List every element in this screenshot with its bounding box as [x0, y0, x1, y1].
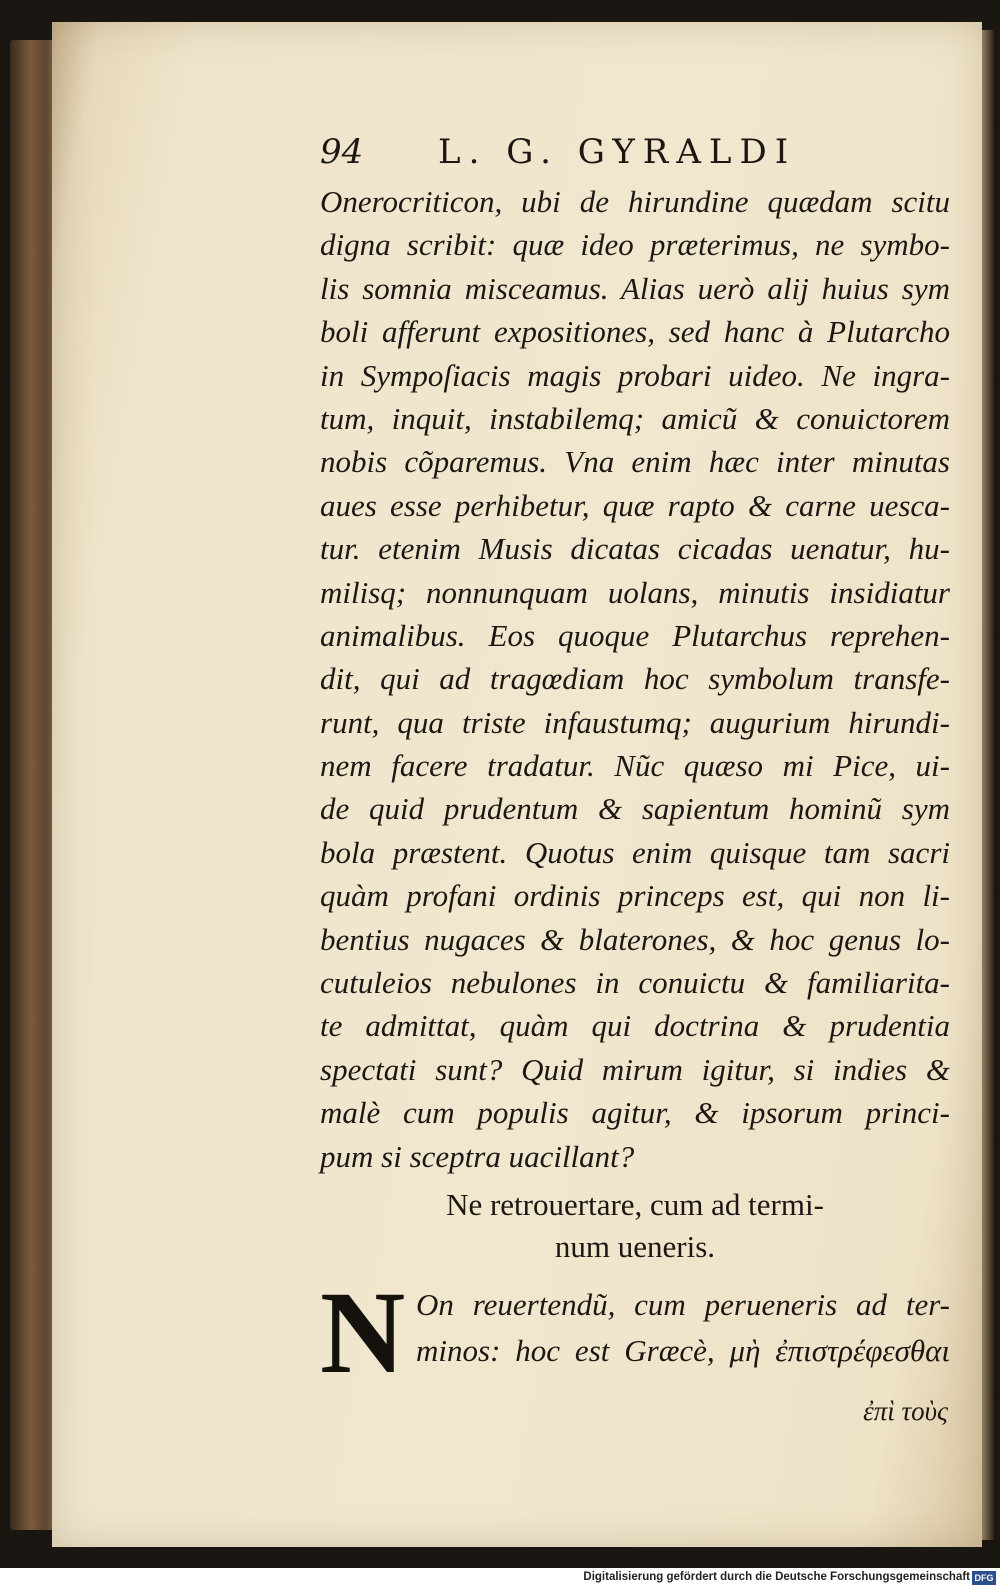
running-head — [320, 132, 950, 178]
text-line: milisq; nonnunquam uolans, minutis insidiatur — [320, 574, 950, 610]
text-line: tur. etenim Musis dicatas cicadas uenatur, hu- — [320, 531, 950, 567]
text-block — [320, 132, 950, 1427]
text-line: quàm profani ordinis princeps est, qui non li- — [320, 878, 950, 914]
text-line: cutuleios nebulones in conuictu & familiarita- — [320, 965, 950, 1001]
page-number: 94 — [320, 132, 364, 172]
body-text — [320, 180, 950, 1178]
running-head-title: L. G. GYRALDI — [438, 132, 797, 172]
text-line: spectati sunt? Quid mirum igitur, si indies & — [320, 1051, 950, 1087]
funding-note[interactable]: Digitalisierung gefördert durch die Deutsche Forschungsgemeinschaft — [583, 1571, 970, 1583]
text-line: malè cum populis agitur, & ipsorum princi- — [320, 1095, 950, 1131]
footer-bar — [0, 1568, 1000, 1589]
text-line: runt, qua triste infaustumq; augurium hirundi- — [320, 704, 950, 740]
text-line: Onerocriticon, ubi de hirundine quædam scitu — [320, 184, 950, 219]
text-line: animalibus. Eos quoque Plutarchus reprehen- — [320, 617, 950, 653]
text-line: boli afferunt expositiones, sed hanc à Plutarcho — [320, 314, 950, 350]
section-heading-line: Ne retrouertare, cum ad termi- — [446, 1186, 824, 1222]
catchword: ἐπὶ τοὺς — [863, 1395, 948, 1426]
section-body-lines — [416, 1282, 950, 1374]
text-line: bola præstent. Quotus enim quisque tam sacri — [320, 834, 950, 870]
text-line: dit, qui ad tragœdiam hoc symbolum transfe- — [320, 661, 950, 697]
text-line: digna scribit: quæ ideo præterimus, ne symbo- — [320, 227, 950, 263]
text-line: bentius nugaces & blaterones, & hoc genus lo- — [320, 921, 950, 957]
section-heading — [320, 1184, 950, 1268]
section-body — [320, 1266, 950, 1398]
text-line: nem facere tradatur. Nũc quæso mi Pice, ui- — [320, 748, 950, 784]
text-line: de quid prudentum & sapientum hominũ sym — [320, 791, 950, 827]
text-line: nobis cõparemus. Vna enim hæc inter minutas — [320, 444, 950, 480]
section-heading-line: num ueneris. — [554, 1228, 716, 1264]
text-line: tum, inquit, instabilemq; amicũ & conuictorem — [320, 400, 950, 436]
text-line: minos: hoc est Græcè, μὴ ἐπιστρέφεσθαι — [416, 1332, 950, 1368]
book-page — [52, 22, 982, 1547]
text-line: aues esse perhibetur, quæ rapto & carne uesca- — [320, 487, 950, 523]
text-line: te admittat, quàm qui doctrina & prudentia — [320, 1008, 950, 1044]
text-line: pum si sceptra uacillant? — [320, 1138, 635, 1174]
text-line: lis somnia misceamus. Alias uerò alij huius sym — [320, 270, 950, 306]
dfg-logo-icon[interactable]: DFG — [972, 1571, 996, 1585]
drop-cap-initial: N — [320, 1266, 406, 1398]
text-line: in Sympoſiacis magis probari uideo. Ne ingra- — [320, 357, 950, 393]
text-line: On reuertendũ, cum perueneris ad ter- — [416, 1286, 950, 1322]
